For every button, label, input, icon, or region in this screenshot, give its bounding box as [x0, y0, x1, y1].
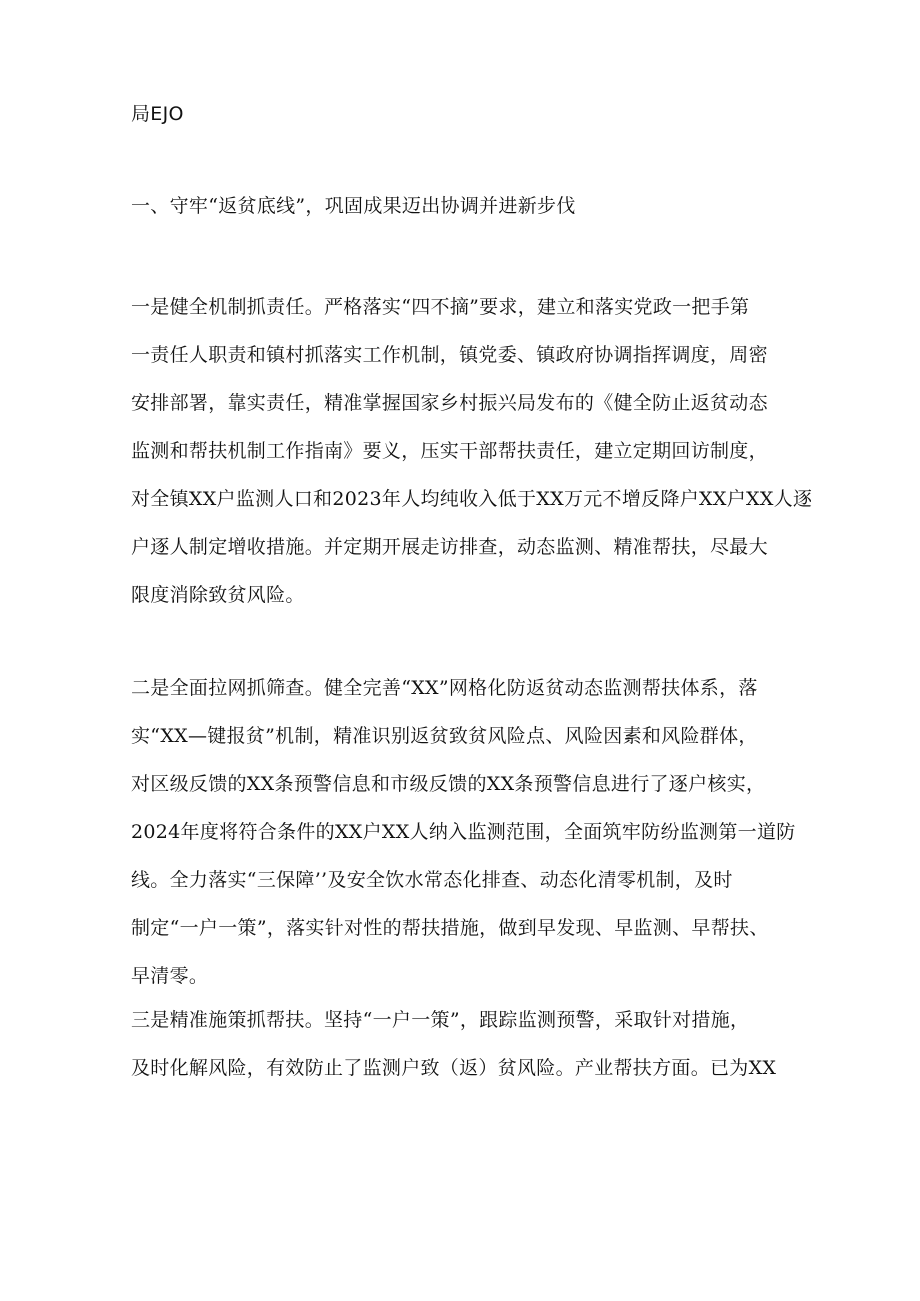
paragraph-line: 一责任人职责和镇村抓落实工作机制，镇党委、镇政府协调指挥调度，周密 [131, 344, 768, 366]
paragraph-1 [131, 283, 811, 619]
section-heading [131, 182, 811, 230]
paragraph-line: 及时化解风险，有效防止了监测户致（返）贫风险。产业帮扶方面。已为XX [131, 1057, 777, 1079]
paragraph-3 [131, 996, 811, 1092]
section-heading-text: 一、守牢“返贫底线”，巩固成果迈出协调并进新步伐 [131, 195, 576, 217]
paragraph-line: 制定“一户一策”，落实针对性的帮扶措施，做到早发现、早监测、早帮扶、 [131, 917, 769, 939]
paragraph-line: 早清零。 [131, 965, 209, 987]
paragraph-line: 限度消除致贫风险。 [131, 584, 305, 606]
paragraph-line: 安排部署，靠实责任，精准掌握国家乡村振兴局发布的《健全防止返贫动态 [131, 392, 768, 414]
paragraph-line: 监测和帮扶机制工作指南》要义，压实干部帮扶责任，建立定期回访制度， [131, 440, 768, 462]
paragraph-line: 2024年度将符合条件的XX户XX人纳入监测范围，全面筑牢防纷监测第一道防 [131, 821, 796, 843]
paragraph-line: 一是健全机制抓责任。严格落实“四不摘”要求，建立和落实党政一把手第 [131, 296, 750, 318]
paragraph-line: 对区级反馈的XX条预警信息和市级反馈的XX条预警信息进行了逐户核实， [131, 773, 766, 795]
paragraph-line: 对全镇XX户监测人口和2023年人均纯收入低于XX万元不增反降户XX户XX人逐 [131, 488, 813, 510]
paragraph-line: 线。全力落实“三保障’’及安全饮水常态化排查、动态化清零机制，及时 [131, 869, 733, 891]
paragraph-line: 实“XX—键报贫”机制，精准识别返贫致贫风险点、风险因素和风险群体， [131, 725, 758, 747]
paragraph-line: 二是全面拉网抓筛查。健全完善“XX”网格化防返贫动态监测帮扶体系，落 [131, 677, 758, 699]
paragraph-line: 三是精准施策抓帮扶。坚持“一户一策”，跟踪监测预警，采取针对措施， [131, 1009, 750, 1031]
paragraph-line: 户逐人制定增收措施。并定期开展走访排查，动态监测、精准帮扶，尽最大 [131, 536, 768, 558]
header-mark [131, 90, 811, 138]
header-mark-text: 局EJO [131, 103, 184, 125]
paragraph-2 [131, 664, 811, 1000]
